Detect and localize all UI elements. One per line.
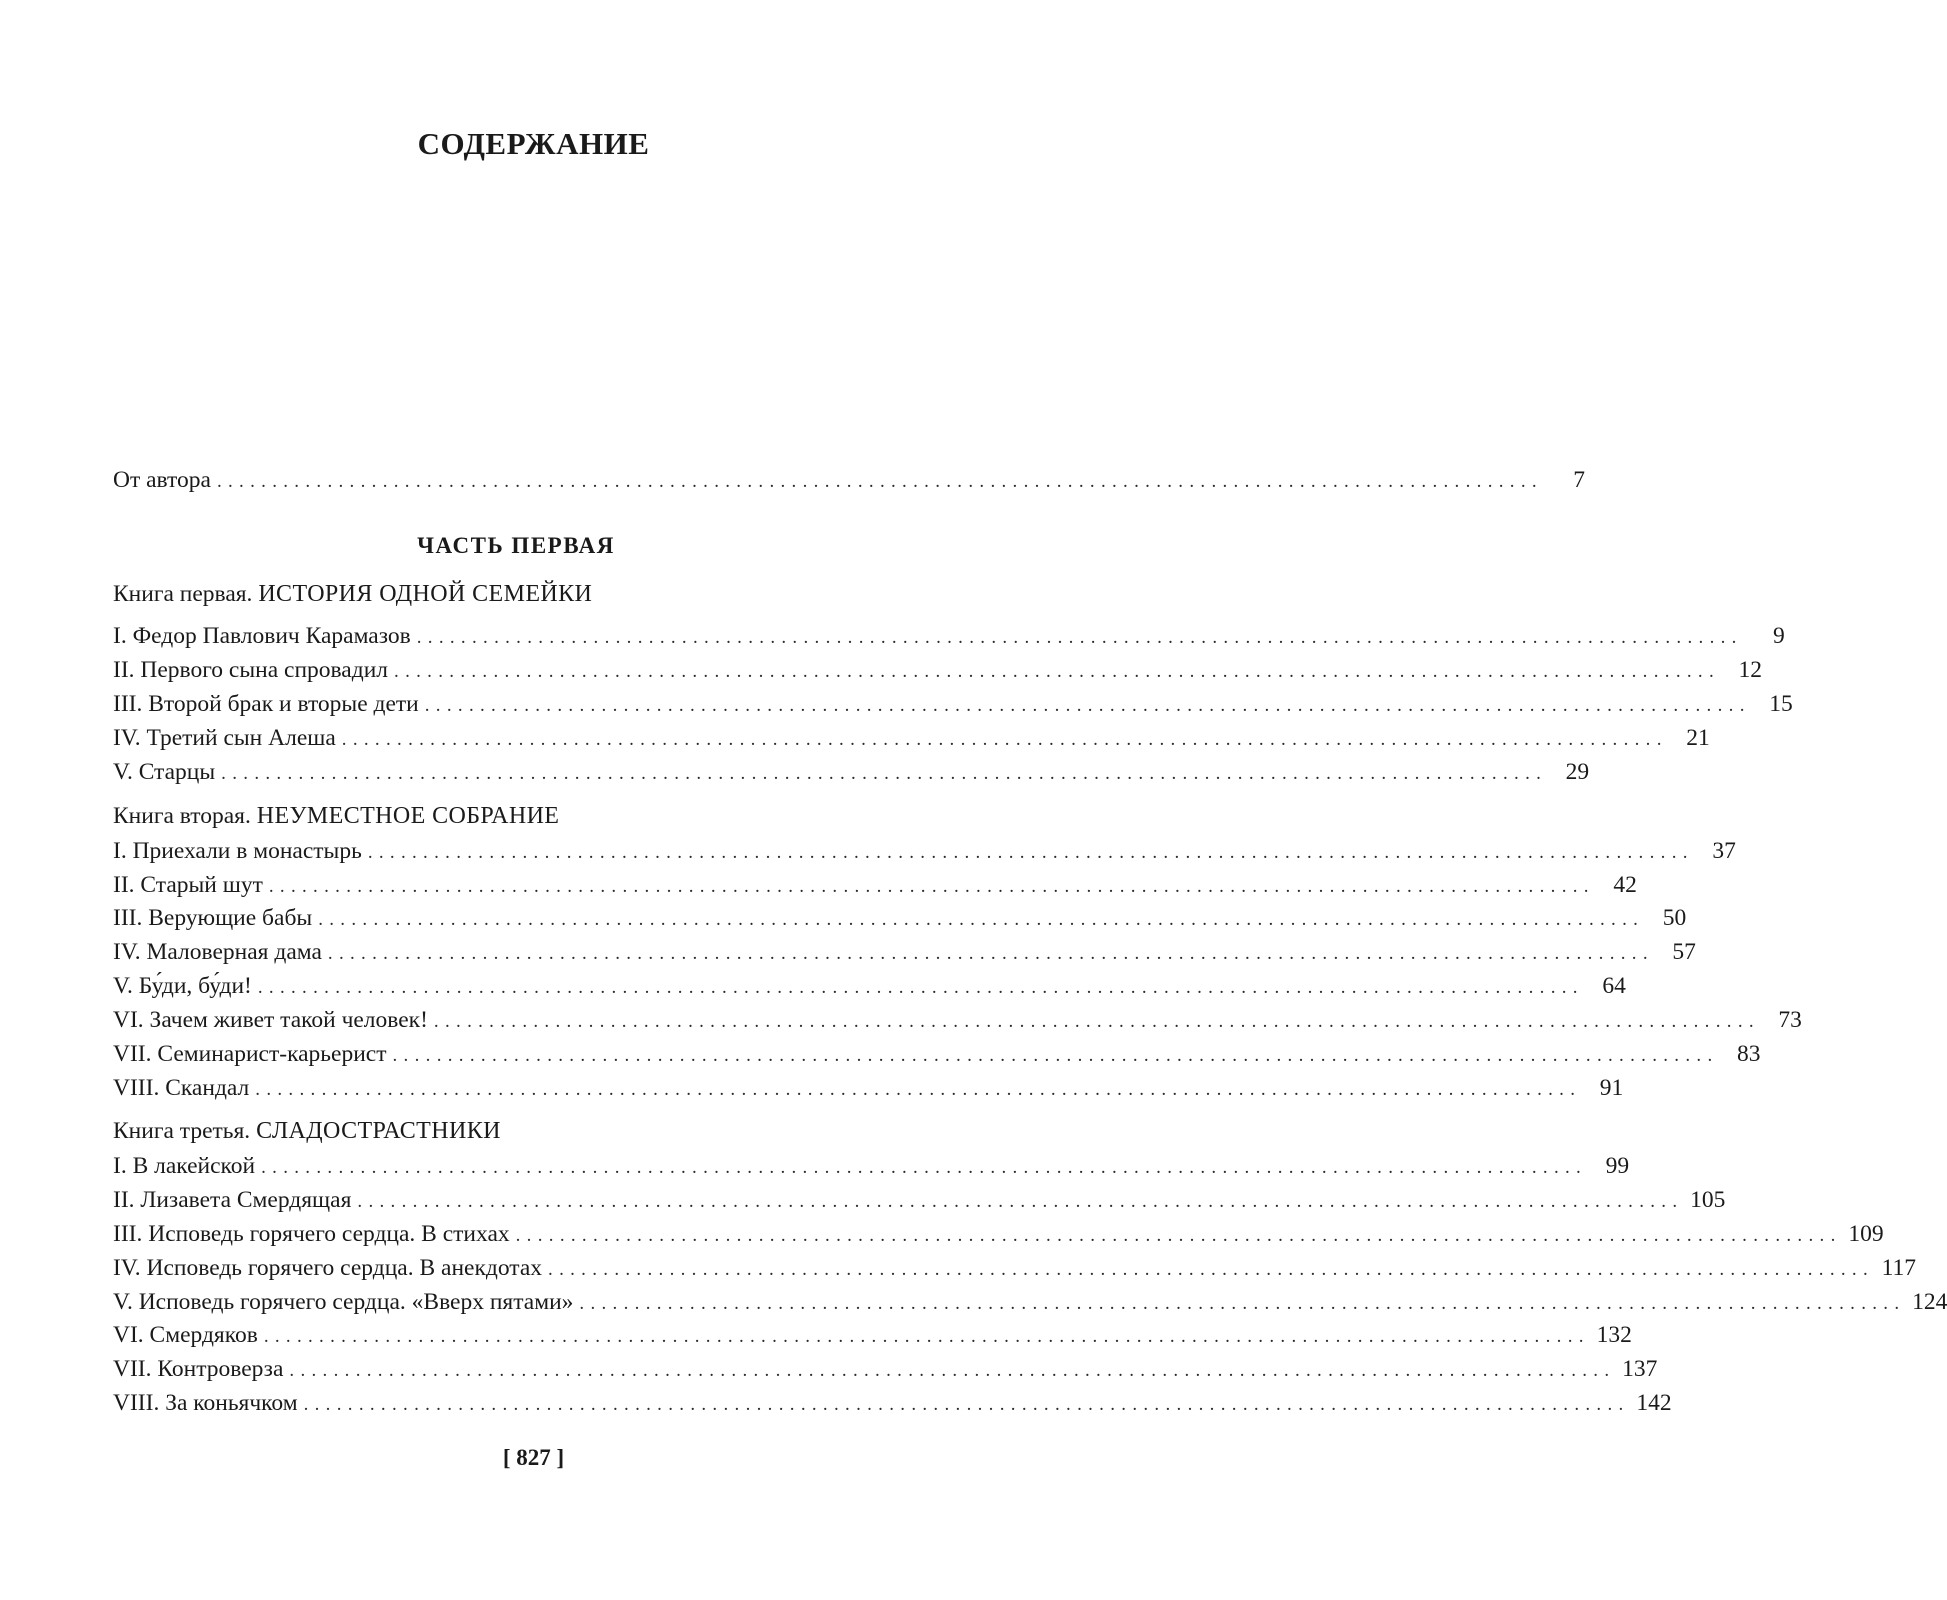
toc-entry-page: 137 [1622,1356,1658,1382]
toc-entry-chapter[interactable] [113,1386,1672,1420]
book-prefix: Книга вторая. [113,803,257,829]
toc-entry-page: 64 [1602,973,1626,999]
toc-entry-title: I. Приехали в монастырь [113,838,362,864]
toc-entry-chapter[interactable] [113,1149,1630,1183]
book-prefix: Книга первая. [113,581,259,607]
dot-leader: ........................................................................................................................ [416,627,1743,648]
toc-entry-page: 91 [1599,1075,1624,1101]
toc-entry-chapter[interactable] [113,687,1793,721]
toc-entry-title: III. Второй брак и вторые дети [113,691,419,717]
toc-entry-title: III. Верующие бабы [113,905,313,931]
toc-entry-page: 124 [1912,1289,1947,1315]
dot-leader: ........................................................................................................................ [341,729,1668,750]
book-heading [113,1114,919,1148]
toc-entry-chapter[interactable] [113,1003,1802,1037]
dot-leader: ........................................................................................................................ [392,1045,1719,1066]
book-name: СЛАДОСТРАСТНИКИ [256,1118,501,1144]
toc-entry-page: 105 [1690,1187,1726,1213]
toc-entry-chapter[interactable] [113,935,1696,969]
toc-entry-chapter[interactable] [113,1071,1624,1105]
book-name: НЕУМЕСТНОЕ СОБРАНИЕ [256,803,560,829]
dot-leader: ........................................................................................................................ [357,1191,1684,1212]
dot-leader: ........................................................................................................................ [255,1079,1582,1100]
toc-entry-page: 50 [1662,905,1687,931]
toc-entry-title: II. Первого сына спровадил [113,657,389,683]
dot-leader: ........................................................................................................................ [327,943,1654,964]
toc-entry-page: 37 [1712,838,1736,864]
dot-leader: ........................................................................................................................ [367,842,1694,863]
toc-entry-page: 117 [1881,1255,1917,1281]
dot-leader: ........................................................................................................................ [515,1225,1842,1246]
toc-entry-page: 12 [1738,657,1763,683]
toc-entry-page: 15 [1769,691,1793,717]
toc-entry-chapter[interactable] [113,1285,1947,1319]
toc-entry-page: 42 [1613,872,1637,898]
book-prefix: Книга третья. [113,1118,257,1144]
dot-leader: ........................................................................................................................ [216,471,1543,492]
toc-entry-title: VII. Семинарист-карьерист [113,1041,387,1067]
toc-entry-chapter[interactable] [113,619,1785,653]
toc-entry-title: VI. Смердяков [113,1322,258,1348]
toc-entry-title: IV. Третий сын Алеша [113,725,336,751]
toc-entry-chapter[interactable] [113,721,1710,755]
dot-leader: ........................................................................................................................ [263,1326,1590,1347]
toc-entry-page: 73 [1778,1007,1802,1033]
dot-leader: ........................................................................................................................ [261,1157,1588,1178]
dot-leader: ........................................................................................................................ [303,1394,1630,1415]
dot-leader: ........................................................................................................................ [268,876,1595,897]
toc-entry-chapter[interactable] [113,868,1637,902]
toc-entry-title: VI. Зачем живет такой человек! [113,1007,428,1033]
toc-entry-title: VII. Контроверза [113,1356,284,1382]
book-name: ИСТОРИЯ ОДНОЙ СЕМЕЙКИ [258,581,593,607]
toc-entry-page: 21 [1686,725,1710,751]
toc-entry-page: 83 [1737,1041,1761,1067]
dot-leader: ........................................................................................................................ [289,1360,1616,1381]
toc-entry-title: VIII. За коньячком [113,1390,298,1416]
toc-entry-page: 7 [1573,467,1585,493]
book-heading [113,799,919,833]
dot-leader: ........................................................................................................................ [433,1011,1760,1032]
dot-leader: ........................................................................................................................ [579,1293,1906,1314]
toc-entry-title: VIII. Скандал [113,1075,250,1101]
page-title: СОДЕРЖАНИЕ [417,126,650,161]
toc-entry-page: 142 [1636,1390,1672,1416]
toc-entry-title: II. Лизавета Смердящая [113,1187,352,1213]
toc-entry-chapter[interactable] [113,969,1626,1003]
dot-leader: ........................................................................................................................ [424,695,1751,716]
dot-leader: ........................................................................................................................ [221,763,1548,784]
toc-entry-title: IV. Маловерная дама [113,939,322,965]
toc-entry-title: I. Федор Павлович Карамазов [113,623,411,649]
toc-entry-chapter[interactable] [113,1352,1658,1386]
dot-leader: ........................................................................................................................ [548,1259,1875,1280]
toc-entry-chapter[interactable] [113,1217,1884,1251]
dot-leader: ........................................................................................................................ [318,909,1645,930]
toc-entry-page: 29 [1565,759,1590,785]
toc-entry-chapter[interactable] [113,1037,1761,1071]
toc-entry-chapter[interactable] [113,653,1763,687]
toc-entry-title: IV. Исповедь горячего сердца. В анекдотах [113,1255,543,1281]
toc-entry-chapter[interactable] [113,1318,1632,1352]
toc-entry-title: I. В лакейской [113,1153,256,1179]
toc-entry-page: 9 [1772,623,1785,649]
toc-entry-title: V. Исповедь горячего сердца. «Вверх пятами» [113,1289,574,1315]
dot-leader: ........................................................................................................................ [394,661,1721,682]
toc-entry-chapter[interactable] [113,1251,1917,1285]
toc-entry-title: От автора [113,467,211,493]
book-heading [113,577,919,611]
toc-entry-page: 57 [1672,939,1696,965]
toc-entry-chapter[interactable] [113,834,1736,868]
toc-entry-title: II. Старый шут [113,872,263,898]
toc-entry-preface[interactable] [113,463,1585,497]
toc-entry-title: V. Старцы [113,759,216,785]
toc-entry-page: 109 [1848,1221,1884,1247]
page-number: [ 827 ] [502,1445,565,1470]
toc-entry-title: V. Бу́ди, бу́ди! [113,973,252,999]
toc-entry-chapter[interactable] [113,1183,1726,1217]
toc-entry-chapter[interactable] [113,901,1687,935]
part-heading: ЧАСТЬ ПЕРВАЯ [417,533,615,558]
toc-entry-page: 99 [1605,1153,1630,1179]
toc-entry-page: 132 [1596,1322,1632,1348]
dot-leader: ........................................................................................................................ [257,977,1584,998]
toc-entry-chapter[interactable] [113,755,1590,789]
toc-entry-title: III. Исповедь горячего сердца. В стихах [113,1221,510,1247]
